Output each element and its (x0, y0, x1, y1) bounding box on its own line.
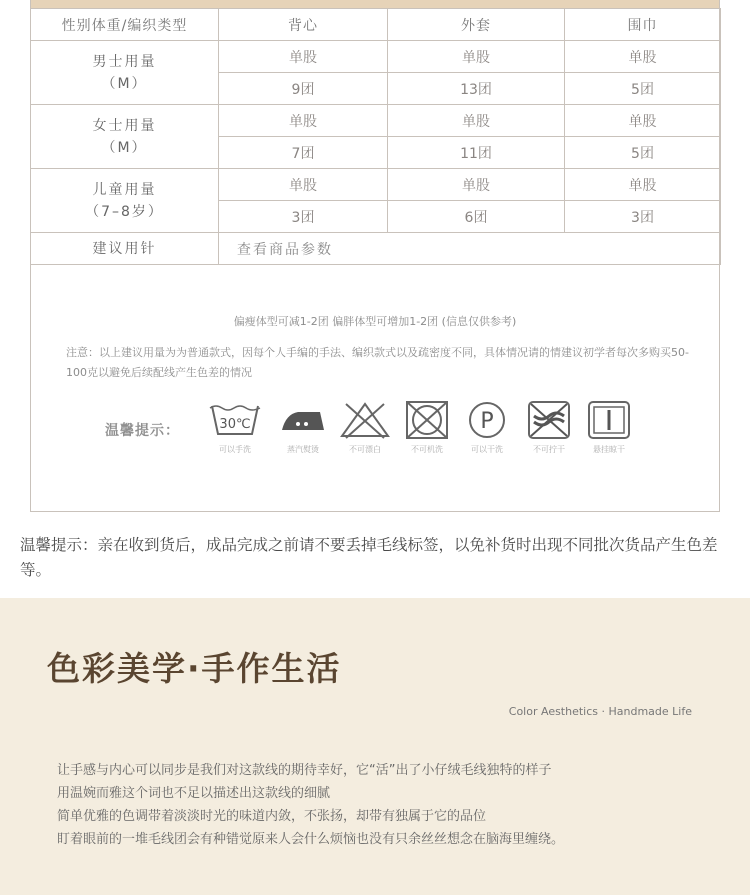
yarn-usage-table (30, 8, 721, 265)
care-symbol (581, 400, 637, 466)
care-title: 温馨提示： (105, 423, 180, 439)
table-row (31, 41, 721, 73)
svg-text:30℃: 30℃ (219, 417, 251, 432)
table-cell: 单股 (388, 41, 565, 73)
care-caption: 蒸汽熨烫 (287, 445, 319, 454)
table-cell: 单股 (565, 41, 721, 73)
row-label-men: 男士用量 （M） (31, 41, 219, 105)
slogan-english: Color Aesthetics · Handmade Life (508, 705, 692, 718)
warm-tip: 温馨提示：亲在收到货后，成品完成之前请不要丢掉毛线标签，以免补货时出现不同批次货品产生色差等。 (20, 536, 718, 579)
table-cell: 单股 (219, 41, 388, 73)
needle-value: 查看商品参数 (219, 233, 721, 265)
table-cell: 单股 (565, 169, 721, 201)
care-symbol (337, 400, 393, 466)
description-text (57, 759, 707, 851)
care-symbol (521, 400, 577, 466)
table-row (31, 105, 721, 137)
description-line: 简单优雅的色调带着淡淡时光的味道内敛，不张扬，却带有独属于它的品位 (57, 809, 487, 824)
table-cell: 13团 (388, 73, 565, 105)
no-bleach-icon (338, 400, 392, 440)
care-instructions (105, 400, 665, 470)
header-cell: 性别体重/编织类型 (31, 9, 219, 41)
table-cell: 单股 (388, 169, 565, 201)
care-caption: 不可漂白 (349, 445, 381, 454)
care-caption: 不可拧干 (533, 445, 565, 454)
body-type-note: 偏瘦体型可减1-2团 偏胖体型可增加1-2团 (信息仅供参考) (233, 315, 517, 328)
header-cell: 围巾 (565, 9, 721, 41)
description-line: 盯着眼前的一堆毛线团会有种错觉原来人会什么烦恼也没有只余丝丝想念在脑海里缠绕。 (57, 832, 565, 847)
dry-clean-p-icon (460, 400, 514, 440)
care-symbol (207, 400, 263, 466)
table-cell: 7团 (219, 137, 388, 169)
care-symbol (275, 400, 331, 466)
no-tumble-dry-icon (400, 400, 454, 440)
needle-label: 建议用针 (31, 233, 219, 265)
care-symbol (459, 400, 515, 466)
header-cell: 外套 (388, 9, 565, 41)
table-cell: 单股 (219, 105, 388, 137)
no-wring-icon (522, 400, 576, 440)
row-label-women: 女士用量 （M） (31, 105, 219, 169)
caution-note: 注意：以上建议用量为为普通款式，因每个人手编的手法、编织款式以及疏密度不同，具体情况请的情建议初学者每次多购买50-100克以避免后续配线产生色差的情况 (66, 346, 689, 379)
table-cell: 6团 (388, 201, 565, 233)
description-line: 让手感与内心可以同步是我们对这款线的期待幸好，它“活”出了小仔绒毛线独特的样子 (57, 763, 552, 778)
table-cell: 5团 (565, 137, 721, 169)
table-cell: 5团 (565, 73, 721, 105)
table-cell: 单股 (565, 105, 721, 137)
wash-30-icon (208, 400, 262, 440)
svg-text:P: P (480, 409, 494, 434)
iron-icon (276, 400, 330, 440)
description-line: 用温婉而雅这个词也不足以描述出这款线的细腻 (57, 786, 331, 801)
row-label-children: 儿童用量 （7–8岁） (31, 169, 219, 233)
care-caption: 可以手洗 (219, 445, 251, 454)
table-cell: 11团 (388, 137, 565, 169)
table-cell: 9团 (219, 73, 388, 105)
header-cell: 背心 (219, 9, 388, 41)
table-row (31, 169, 721, 201)
care-symbol (399, 400, 455, 466)
care-caption: 可以干洗 (471, 445, 503, 454)
slogan-title: 色彩美学·手作生活 (47, 649, 342, 688)
table-cell: 3团 (219, 201, 388, 233)
table-header-row (31, 9, 721, 41)
table-row (31, 233, 721, 265)
table-cell: 单股 (219, 169, 388, 201)
table-cell: 3团 (565, 201, 721, 233)
care-caption: 不可机洗 (411, 445, 443, 454)
line-dry-icon (582, 400, 636, 440)
care-caption: 悬挂晾干 (593, 445, 625, 454)
table-cell: 单股 (388, 105, 565, 137)
